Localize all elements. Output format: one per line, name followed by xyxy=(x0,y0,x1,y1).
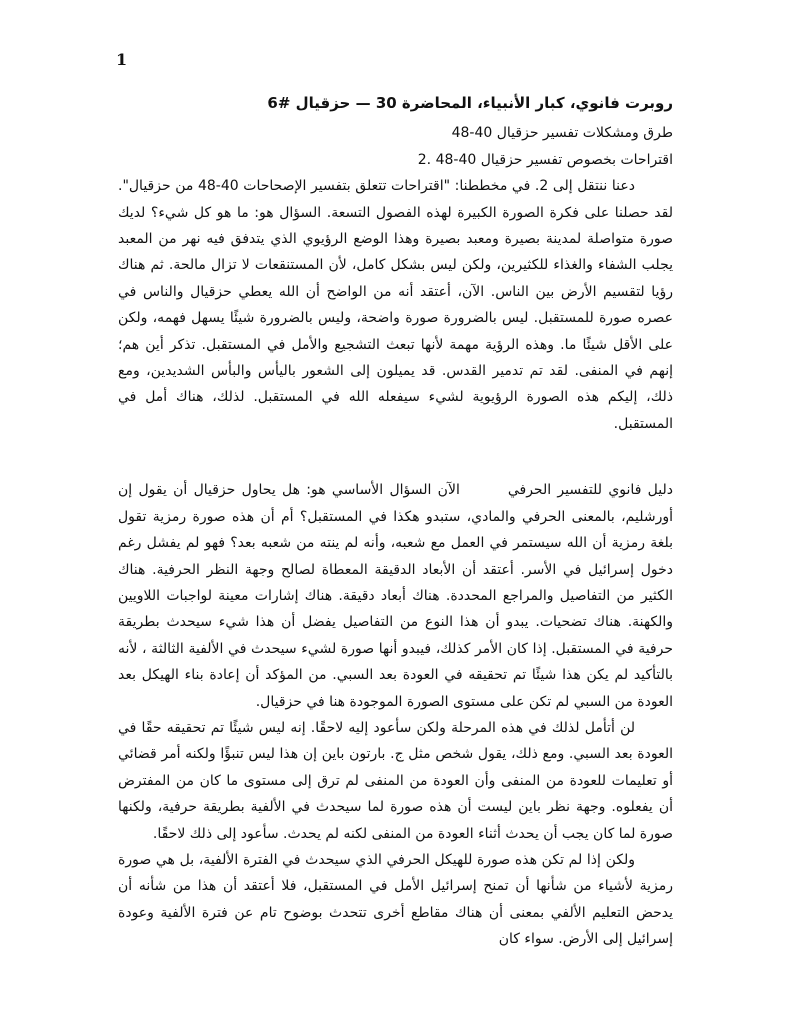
paragraph-millennial: ولكن إذا لم تكن هذه صورة للهيكل الحرفي الذي سيحدث في الفترة الألفية، بل هي صورة رمزية لأشياء من شأنها أن تمنح إسرائيل الأمل في المستقبل، فلا أعتقد أن هذا من شأنه أن يدحض التعليم الألفي بمعنى أن هناك مقاطع أخرى تتحدث بوضوح تام عن فترة الألفية وعودة إسرائيل إلى الأرض. سواء كان xyxy=(118,851,673,948)
literal-heading: دليل فانوي للتفسير الحرفي xyxy=(507,482,673,499)
paragraph-intro: دعنا ننتقل إلى 2. في مخططنا: "اقتراحات تتعلق بتفسير الإصحاحات 40-48 من حزقيال". لقد حصلنا على فكرة الصورة الكبيرة لهذه الفصول التسعة. السؤال هو: ما هو كل شيء؟ لديك صورة متواصلة لمدينة بصيرة ومعبد بصيرة وهذا الوضع الرؤيوي الذي يتدفق فيه نهر من المعبد يجلب الشفاء والغذاء للكثيرين، ولكن ليس بشكل كامل، لأن المستنقعات لا تزال مالحة. ثم هناك رؤيا لتقسيم الأرض بين الناس. الآن، أعتقد أنه من الواضح أن الله يعطي حزقيال والناس في عصره صورة للمستقبل. ليس بالضرورة صورة واضحة، وليس بالضرورة شيئًا يسهل فهمه، ولكن على الأقل شيئًا ما. وهذه الرؤية مهمة لأنها تبعث التشجيع والأمل في المستقبل. تذكر أين هم؛ إنهم في المنفى. لقد تم تدمير القدس. قد يميلون إلى الشعور باليأس والبأس الشديدين، ومع ذلك، إليكم هذه الصورة الرؤيوية لشيء سيفعله الله في المستقبل. لذلك، هناك أمل في المستقبل. xyxy=(118,178,673,432)
literal-body: بالمعنى الحرفي والمادي، ستبدو هكذا في المستقبل؟ أم أن هذه صورة رمزية تقول بلغة رمزية أن الله سيستمر في العمل مع شعبه، وأنه لم ينته من شعبه بعد؟ فهو لم يفشل رغم دخول إسرائيل في الأسر. أعتقد أن الأبعاد الدقيقة المعطاة لصالح وجهة النظر الحرفية. هناك الكثير من التفاصيل والمراجع المحددة. هناك أبعاد دقيقة. هناك إشارات معينة لواجبات اللاويين والكهنة. هناك تضحيات. يبدو أن هذا النوع من التفاصيل يفضل أن هذا شيء سيحدث بطريقة حرفية في المستقبل. إذا كان الأمر كذلك، فيبدو أنها صورة لشيء سيحدث في الألفية الثالثة ، لأنه بالتأكيد لم يكن هذا شيئًا تم تحقيقه في العودة بعد السبي. من المؤكد أن إعادة بناء الهيكل بعد العودة من السبي لم تكن على مستوى الصورة الموجودة هنا في حزقيال. xyxy=(118,508,673,710)
page-number: 1 xyxy=(116,50,128,69)
paragraph-literal xyxy=(118,477,673,715)
lecture-title: روبرت فانوي، كبار الأنبياء، المحاضرة 30 — حزقيال #6 xyxy=(267,94,673,112)
paragraph-payne: لن أتأمل لذلك في هذه المرحلة ولكن سأعود إليه لاحقًا. إنه ليس شيئًا تم تحقيقه حقًا في العودة بعد السبي. ومع ذلك، يقول شخص مثل ج. بارتون باين إن هذا ليس تنبؤًا ولكنه أمر قضائي أو تعليمات للعودة من المنفى وأن العودة من المنفى لم ترق إلى مستوى ما كان من المفترض أن يفعلوه. وجهة نظر باين ليست أن هذه صورة لما سيحدث في الألفية بطريقة حرفية، ولكنها صورة لما كان يجب أن يحدث أثناء العودة من المنفى لكنه لم يحدث. سأعود إلى ذلك لاحقًا. xyxy=(118,719,673,842)
lecture-subtitle: طرق ومشكلات تفسير حزقيال 40-48 xyxy=(451,125,673,142)
document-body xyxy=(118,90,673,953)
literal-lead: الآن السؤال الأساسي هو: هل يحاول حزقيال أن يقول إن أورشليم، xyxy=(118,482,673,525)
section-heading: اقتراحات بخصوص تفسير حزقيال 40-48 .2 xyxy=(417,151,673,168)
paragraph-gap xyxy=(118,437,673,477)
